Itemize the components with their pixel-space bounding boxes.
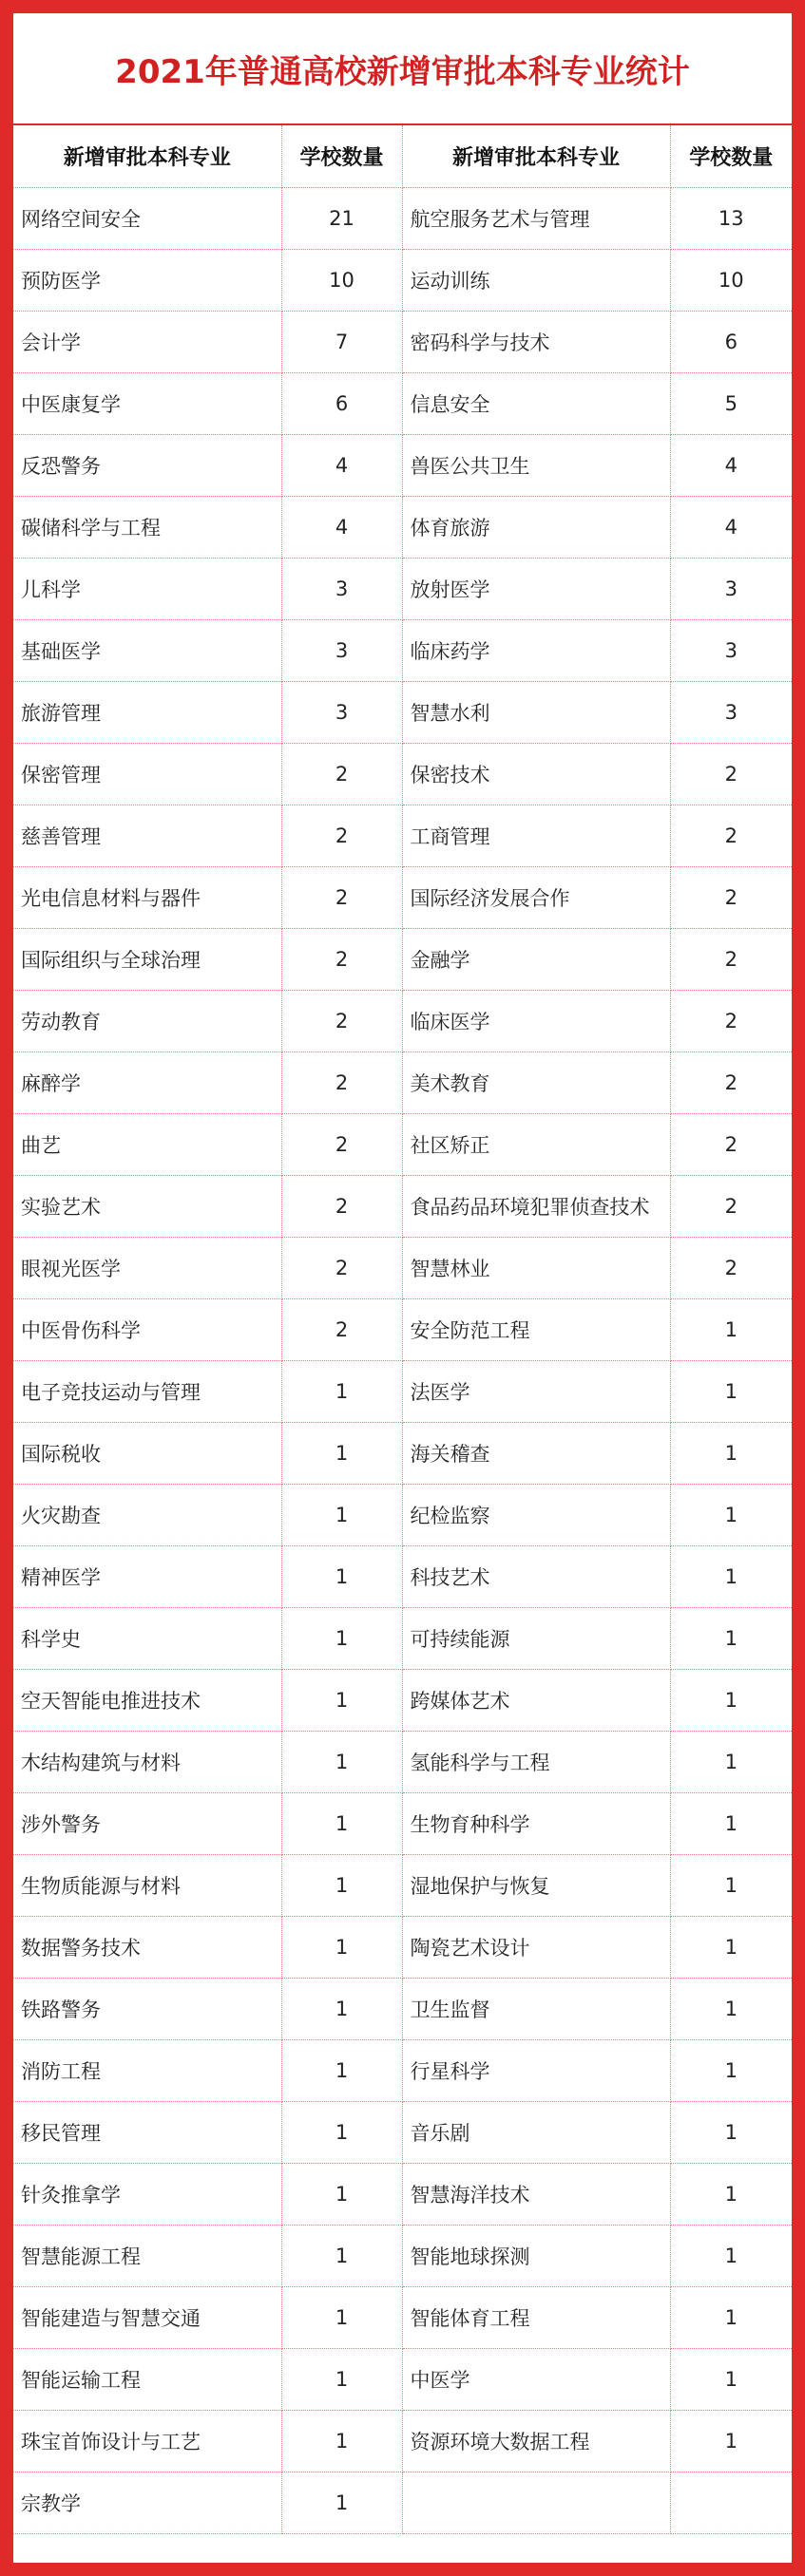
- school-count-right: 1: [670, 2225, 792, 2286]
- school-count-left: 1: [281, 1360, 402, 1422]
- school-count-right: 1: [670, 2039, 792, 2101]
- table-row: [13, 866, 792, 928]
- table-row: [13, 2163, 792, 2225]
- major-name-right: 智能体育工程: [402, 2286, 670, 2348]
- major-name-left: 实验艺术: [13, 1175, 281, 1237]
- school-count-right: 1: [670, 1669, 792, 1731]
- school-count-right: 13: [670, 187, 792, 249]
- school-count-right: 2: [670, 805, 792, 866]
- major-name-right: 跨媒体艺术: [402, 1669, 670, 1731]
- school-count-left: 3: [281, 619, 402, 681]
- school-count-right: 1: [670, 1545, 792, 1607]
- school-count-right: 2: [670, 866, 792, 928]
- table-row: [13, 372, 792, 434]
- school-count-right: 6: [670, 311, 792, 372]
- school-count-right: 4: [670, 496, 792, 558]
- school-count-left: 1: [281, 1978, 402, 2039]
- major-name-right: 临床医学: [402, 990, 670, 1051]
- school-count-right: 1: [670, 1484, 792, 1545]
- school-count-right: 1: [670, 2286, 792, 2348]
- header-major-right: 新增审批本科专业: [402, 125, 670, 187]
- major-name-left: 科学史: [13, 1607, 281, 1669]
- major-name-left: 电子竞技运动与管理: [13, 1360, 281, 1422]
- major-name-left: 会计学: [13, 311, 281, 372]
- major-name-left: 慈善管理: [13, 805, 281, 866]
- major-name-left: 旅游管理: [13, 681, 281, 743]
- table-row: [13, 681, 792, 743]
- school-count-right: 3: [670, 558, 792, 619]
- table-row: [13, 1731, 792, 1792]
- major-name-left: 木结构建筑与材料: [13, 1731, 281, 1792]
- table-row: [13, 1916, 792, 1978]
- school-count-right: 1: [670, 1731, 792, 1792]
- major-name-right: 行星科学: [402, 2039, 670, 2101]
- major-name-right: 运动训练: [402, 249, 670, 311]
- major-name-left: 移民管理: [13, 2101, 281, 2163]
- major-name-left: 智能运输工程: [13, 2348, 281, 2410]
- school-count-right: 1: [670, 2101, 792, 2163]
- school-count-right: 1: [670, 1854, 792, 1916]
- table-row: [13, 805, 792, 866]
- header-major-left: 新增审批本科专业: [13, 125, 281, 187]
- school-count-right: 10: [670, 249, 792, 311]
- major-name-right: 体育旅游: [402, 496, 670, 558]
- table-row: [13, 1422, 792, 1484]
- major-name-left: 中医骨伤科学: [13, 1298, 281, 1360]
- table-row: [13, 928, 792, 990]
- school-count-left: 2: [281, 1113, 402, 1175]
- table-row: [13, 1545, 792, 1607]
- major-name-right: 智能地球探测: [402, 2225, 670, 2286]
- table-row: [13, 990, 792, 1051]
- school-count-left: 2: [281, 1237, 402, 1298]
- major-name-left: 精神医学: [13, 1545, 281, 1607]
- major-name-left: 劳动教育: [13, 990, 281, 1051]
- table-row: [13, 558, 792, 619]
- table-row: [13, 1792, 792, 1854]
- header-count-left: 学校数量: [281, 125, 402, 187]
- major-name-left: 基础医学: [13, 619, 281, 681]
- table-row: [13, 1484, 792, 1545]
- school-count-left: 4: [281, 496, 402, 558]
- major-name-right: 工商管理: [402, 805, 670, 866]
- table-body: [13, 187, 792, 2533]
- major-name-left: 火灾勘查: [13, 1484, 281, 1545]
- major-name-right: 安全防范工程: [402, 1298, 670, 1360]
- table-row: [13, 1298, 792, 1360]
- table-row: [13, 2410, 792, 2472]
- table-row: [13, 1607, 792, 1669]
- major-name-left: 中医康复学: [13, 372, 281, 434]
- school-count-left: 1: [281, 1792, 402, 1854]
- school-count-left: 1: [281, 2163, 402, 2225]
- table-row: [13, 619, 792, 681]
- school-count-right: 2: [670, 1113, 792, 1175]
- school-count-left: 6: [281, 372, 402, 434]
- table-header-row: [13, 125, 792, 187]
- major-name-left: 反恐警务: [13, 434, 281, 496]
- major-name-left: 针灸推拿学: [13, 2163, 281, 2225]
- major-name-left: 国际组织与全球治理: [13, 928, 281, 990]
- school-count-right: 3: [670, 619, 792, 681]
- table-row: [13, 1978, 792, 2039]
- major-name-right: [402, 2472, 670, 2533]
- major-name-right: 生物育种科学: [402, 1792, 670, 1854]
- major-name-left: 麻醉学: [13, 1051, 281, 1113]
- major-name-right: 社区矫正: [402, 1113, 670, 1175]
- school-count-left: 2: [281, 928, 402, 990]
- table-row: [13, 2039, 792, 2101]
- school-count-right: 2: [670, 1237, 792, 1298]
- school-count-left: 1: [281, 1916, 402, 1978]
- major-name-left: 智慧能源工程: [13, 2225, 281, 2286]
- table-row: [13, 1113, 792, 1175]
- major-name-left: 眼视光医学: [13, 1237, 281, 1298]
- school-count-left: 1: [281, 2039, 402, 2101]
- school-count-right: 1: [670, 1298, 792, 1360]
- major-name-right: 法医学: [402, 1360, 670, 1422]
- school-count-right: 3: [670, 681, 792, 743]
- table-row: [13, 496, 792, 558]
- table-row: [13, 2101, 792, 2163]
- table-row: [13, 187, 792, 249]
- school-count-left: 2: [281, 866, 402, 928]
- table-row: [13, 1237, 792, 1298]
- major-name-right: 音乐剧: [402, 2101, 670, 2163]
- school-count-right: 2: [670, 928, 792, 990]
- major-name-left: 光电信息材料与器件: [13, 866, 281, 928]
- school-count-left: 1: [281, 1545, 402, 1607]
- school-count-left: 2: [281, 990, 402, 1051]
- school-count-left: 21: [281, 187, 402, 249]
- major-name-left: 数据警务技术: [13, 1916, 281, 1978]
- school-count-right: 2: [670, 1051, 792, 1113]
- major-name-left: 涉外警务: [13, 1792, 281, 1854]
- school-count-left: 1: [281, 2286, 402, 2348]
- school-count-right: 1: [670, 1360, 792, 1422]
- school-count-left: 1: [281, 1484, 402, 1545]
- major-name-right: 可持续能源: [402, 1607, 670, 1669]
- major-name-left: 曲艺: [13, 1113, 281, 1175]
- school-count-left: 7: [281, 311, 402, 372]
- major-name-left: 儿科学: [13, 558, 281, 619]
- table-row: [13, 249, 792, 311]
- school-count-right: 4: [670, 434, 792, 496]
- school-count-left: 10: [281, 249, 402, 311]
- school-count-right: 2: [670, 743, 792, 805]
- school-count-left: 1: [281, 1669, 402, 1731]
- table-row: [13, 311, 792, 372]
- table-row: [13, 2225, 792, 2286]
- major-name-left: 智能建造与智慧交通: [13, 2286, 281, 2348]
- major-name-right: 临床药学: [402, 619, 670, 681]
- table-row: [13, 1669, 792, 1731]
- school-count-right: 1: [670, 2163, 792, 2225]
- table-row: [13, 2348, 792, 2410]
- major-name-right: 卫生监督: [402, 1978, 670, 2039]
- table-row: [13, 1051, 792, 1113]
- school-count-left: 1: [281, 2410, 402, 2472]
- major-name-left: 空天智能电推进技术: [13, 1669, 281, 1731]
- major-name-left: 预防医学: [13, 249, 281, 311]
- school-count-right: 1: [670, 1916, 792, 1978]
- major-name-left: 铁路警务: [13, 1978, 281, 2039]
- table-row: [13, 2472, 792, 2533]
- major-name-left: 消防工程: [13, 2039, 281, 2101]
- school-count-right: 1: [670, 1978, 792, 2039]
- school-count-left: 1: [281, 2101, 402, 2163]
- school-count-left: 3: [281, 681, 402, 743]
- school-count-right: [670, 2472, 792, 2533]
- major-name-right: 智慧水利: [402, 681, 670, 743]
- table-row: [13, 434, 792, 496]
- school-count-right: 2: [670, 1175, 792, 1237]
- major-name-left: 珠宝首饰设计与工艺: [13, 2410, 281, 2472]
- school-count-left: 2: [281, 1175, 402, 1237]
- major-name-right: 智慧林业: [402, 1237, 670, 1298]
- table-row: [13, 1175, 792, 1237]
- header-count-right: 学校数量: [670, 125, 792, 187]
- school-count-left: 4: [281, 434, 402, 496]
- major-name-left: 宗教学: [13, 2472, 281, 2533]
- major-name-right: 航空服务艺术与管理: [402, 187, 670, 249]
- school-count-right: 1: [670, 2410, 792, 2472]
- major-name-right: 美术教育: [402, 1051, 670, 1113]
- major-name-right: 海关稽查: [402, 1422, 670, 1484]
- school-count-left: 1: [281, 1607, 402, 1669]
- school-count-right: 1: [670, 1607, 792, 1669]
- major-name-right: 氢能科学与工程: [402, 1731, 670, 1792]
- school-count-right: 1: [670, 1792, 792, 1854]
- major-name-left: 保密管理: [13, 743, 281, 805]
- table-row: [13, 1854, 792, 1916]
- major-name-right: 资源环境大数据工程: [402, 2410, 670, 2472]
- school-count-right: 1: [670, 2348, 792, 2410]
- major-statistics-table: [13, 125, 792, 2534]
- page-title: 2021年普通高校新增审批本科专业统计: [13, 13, 792, 125]
- school-count-left: 1: [281, 2348, 402, 2410]
- major-name-right: 放射医学: [402, 558, 670, 619]
- major-name-right: 食品药品环境犯罪侦查技术: [402, 1175, 670, 1237]
- major-name-right: 纪检监察: [402, 1484, 670, 1545]
- major-name-right: 国际经济发展合作: [402, 866, 670, 928]
- major-name-right: 智慧海洋技术: [402, 2163, 670, 2225]
- major-name-left: 碳储科学与工程: [13, 496, 281, 558]
- school-count-right: 2: [670, 990, 792, 1051]
- school-count-left: 1: [281, 1854, 402, 1916]
- school-count-left: 3: [281, 558, 402, 619]
- major-name-left: 网络空间安全: [13, 187, 281, 249]
- major-name-left: 国际税收: [13, 1422, 281, 1484]
- table-row: [13, 743, 792, 805]
- major-name-right: 中医学: [402, 2348, 670, 2410]
- major-name-right: 密码科学与技术: [402, 311, 670, 372]
- school-count-left: 1: [281, 2472, 402, 2533]
- school-count-left: 1: [281, 1422, 402, 1484]
- school-count-left: 2: [281, 743, 402, 805]
- table-row: [13, 1360, 792, 1422]
- major-name-left: 生物质能源与材料: [13, 1854, 281, 1916]
- table-row: [13, 2286, 792, 2348]
- major-name-right: 陶瓷艺术设计: [402, 1916, 670, 1978]
- major-name-right: 保密技术: [402, 743, 670, 805]
- school-count-left: 2: [281, 1298, 402, 1360]
- school-count-left: 2: [281, 805, 402, 866]
- school-count-left: 1: [281, 1731, 402, 1792]
- school-count-right: 1: [670, 1422, 792, 1484]
- school-count-right: 5: [670, 372, 792, 434]
- school-count-left: 2: [281, 1051, 402, 1113]
- major-name-right: 金融学: [402, 928, 670, 990]
- major-name-right: 兽医公共卫生: [402, 434, 670, 496]
- school-count-left: 1: [281, 2225, 402, 2286]
- major-name-right: 湿地保护与恢复: [402, 1854, 670, 1916]
- major-name-right: 信息安全: [402, 372, 670, 434]
- major-name-right: 科技艺术: [402, 1545, 670, 1607]
